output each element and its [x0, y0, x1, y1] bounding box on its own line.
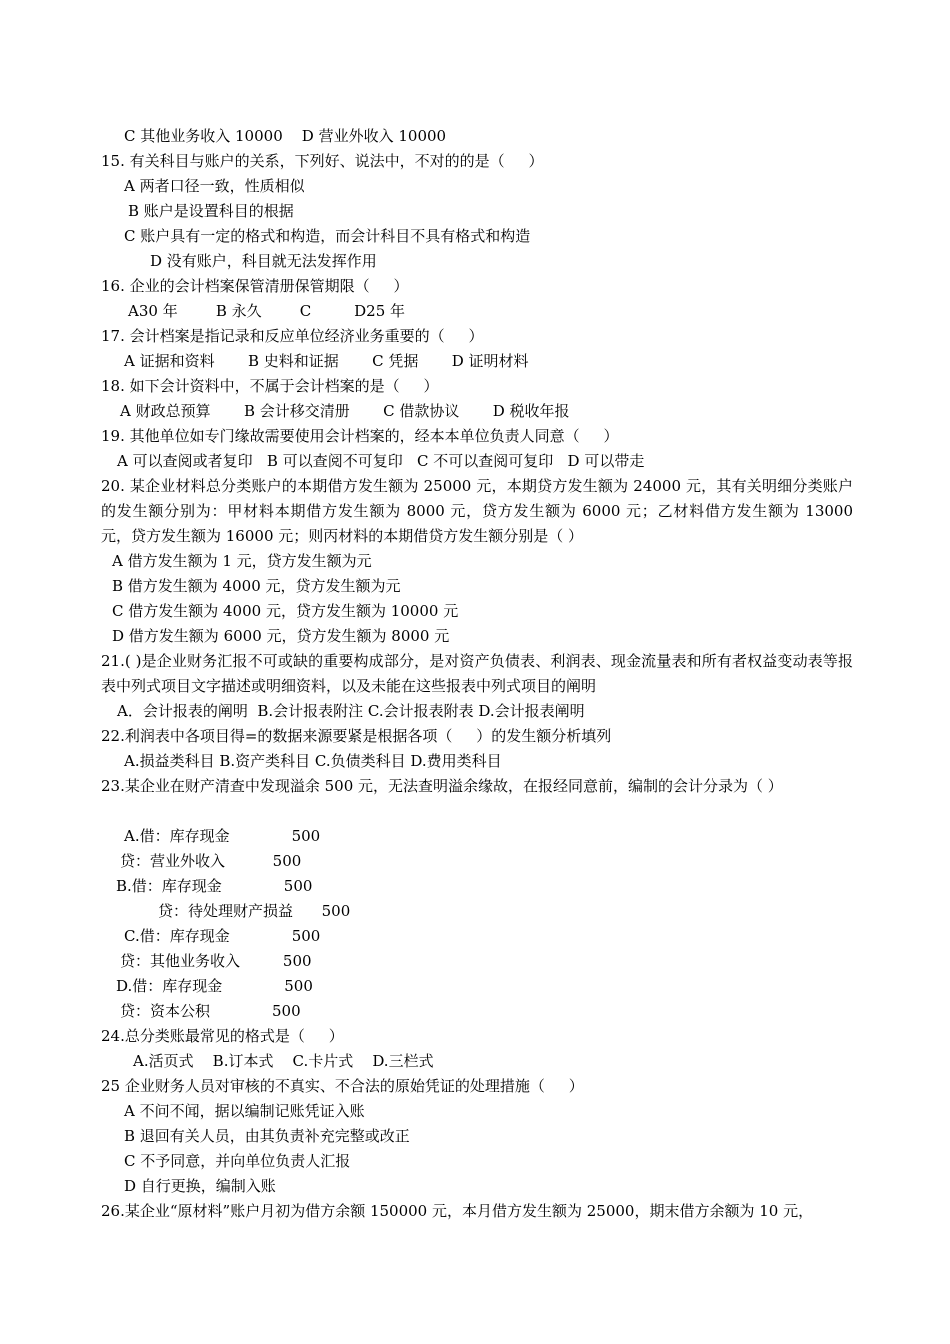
question-16: 16. 企业的会计档案保管清册保管期限（ ） — [101, 277, 409, 295]
option-line: B 借方发生额为 4000 元，贷方发生额为元 — [112, 577, 401, 595]
question-22: 22.利润表中各项目得=的数据来源要紧是根据各项（ ）的发生额分析填列 — [101, 727, 612, 745]
question-19: 19. 其他单位如专门缘故需要使用会计档案的，经本本单位负责人同意（ ） — [101, 427, 619, 445]
option-line: A 可以查阅或者复印 B 可以查阅不可复印 C 不可以查阅可复印 D 可以带走 — [117, 452, 645, 470]
journal-entry-line: A.借：库存现金 500 — [124, 827, 321, 845]
option-line: B 退回有关人员，由其负责补充完整或改正 — [124, 1127, 410, 1145]
option-line: A 借方发生额为 1 元，贷方发生额为元 — [112, 552, 372, 570]
option-line: D 没有账户，科目就无法发挥作用 — [150, 252, 377, 270]
question-21: 21.( )是企业财务汇报不可或缺的重要构成部分，是对资产负债表、利润表、现金流量表和所有者权益变动表等报表中列式项目文字描述或明细资料，以及未能在这些报表中列式项目的阐明 — [101, 652, 853, 695]
option-line: D 自行更换，编制入账 — [124, 1177, 276, 1195]
question-20: 20. 某企业材料总分类账户的本期借方发生额为 25000 元，本期贷方发生额为 24000 元，其有关明细分类账户的发生额分别为：甲材料本期借方发生额为 8000 元，贷方发生额为 6000 元；乙材料借方发生额为 13000 元，贷方发生额为 16000 元；则丙材料的本期借贷方发生额分别是（ ） — [101, 477, 853, 545]
option-line: A30 年 B 永久 C D25 年 — [128, 302, 406, 320]
journal-entry-line: 贷：其他业务收入 500 — [120, 952, 312, 970]
option-line: A 不问不闻，据以编制记账凭证入账 — [124, 1102, 365, 1120]
option-line: B 账户是设置科目的根据 — [128, 202, 294, 220]
option-line: C 借方发生额为 4000 元，贷方发生额为 10000 元 — [112, 602, 459, 620]
question-26: 26.某企业“原材料”账户月初为借方余额 150000 元，本月借方发生额为 25000，期末借方余额为 10 元， — [101, 1202, 814, 1220]
journal-entry-line: D.借：库存现金 500 — [116, 977, 313, 995]
journal-entry-line: B.借：库存现金 500 — [116, 877, 313, 895]
option-line: A 财政总预算 B 会计移交清册 C 借款协议 D 税收年报 — [120, 402, 570, 420]
option-line: C 不予同意，并向单位负责人汇报 — [124, 1152, 351, 1170]
question-17: 17. 会计档案是指记录和反应单位经济业务重要的（ ） — [101, 327, 484, 345]
option-line: C 账户具有一定的格式和构造，而会计科目不具有格式和构造 — [124, 227, 531, 245]
option-line: A.损益类科目 B.资产类科目 C.负债类科目 D.费用类科目 — [124, 752, 502, 770]
question-18: 18. 如下会计资料中，不属于会计档案的是（ ） — [101, 377, 439, 395]
option-line: D 借方发生额为 6000 元，贷方发生额为 8000 元 — [112, 627, 450, 645]
journal-entry-line: 贷：待处理财产损益 500 — [158, 902, 351, 920]
journal-entry-line: 贷：资本公积 500 — [120, 1002, 301, 1020]
journal-entry-line: 贷：营业外收入 500 — [120, 852, 302, 870]
question-23: 23.某企业在财产清查中发现溢余 500 元，无法查明溢余缘故，在报经同意前，编制的会计分录为（ ） — [101, 777, 783, 795]
option-line: A．会计报表的阐明 B.会计报表附注 C.会计报表附表 D.会计报表阐明 — [117, 702, 585, 720]
option-line: A 证据和资料 B 史料和证据 C 凭据 D 证明材料 — [124, 352, 529, 370]
question-25: 25 企业财务人员对审核的不真实、不合法的原始凭证的处理措施（ ） — [101, 1077, 584, 1095]
question-15: 15. 有关科目与账户的关系，下列好、说法中，不对的的是（ ） — [101, 152, 544, 170]
option-line: C 其他业务收入 10000 D 营业外收入 10000 — [124, 127, 447, 145]
journal-entry-line: C.借：库存现金 500 — [124, 927, 321, 945]
option-line: A.活页式 B.订本式 C.卡片式 D.三栏式 — [133, 1052, 434, 1070]
option-line: A 两者口径一致，性质相似 — [124, 177, 305, 195]
question-24: 24.总分类账最常见的格式是（ ） — [101, 1027, 344, 1045]
